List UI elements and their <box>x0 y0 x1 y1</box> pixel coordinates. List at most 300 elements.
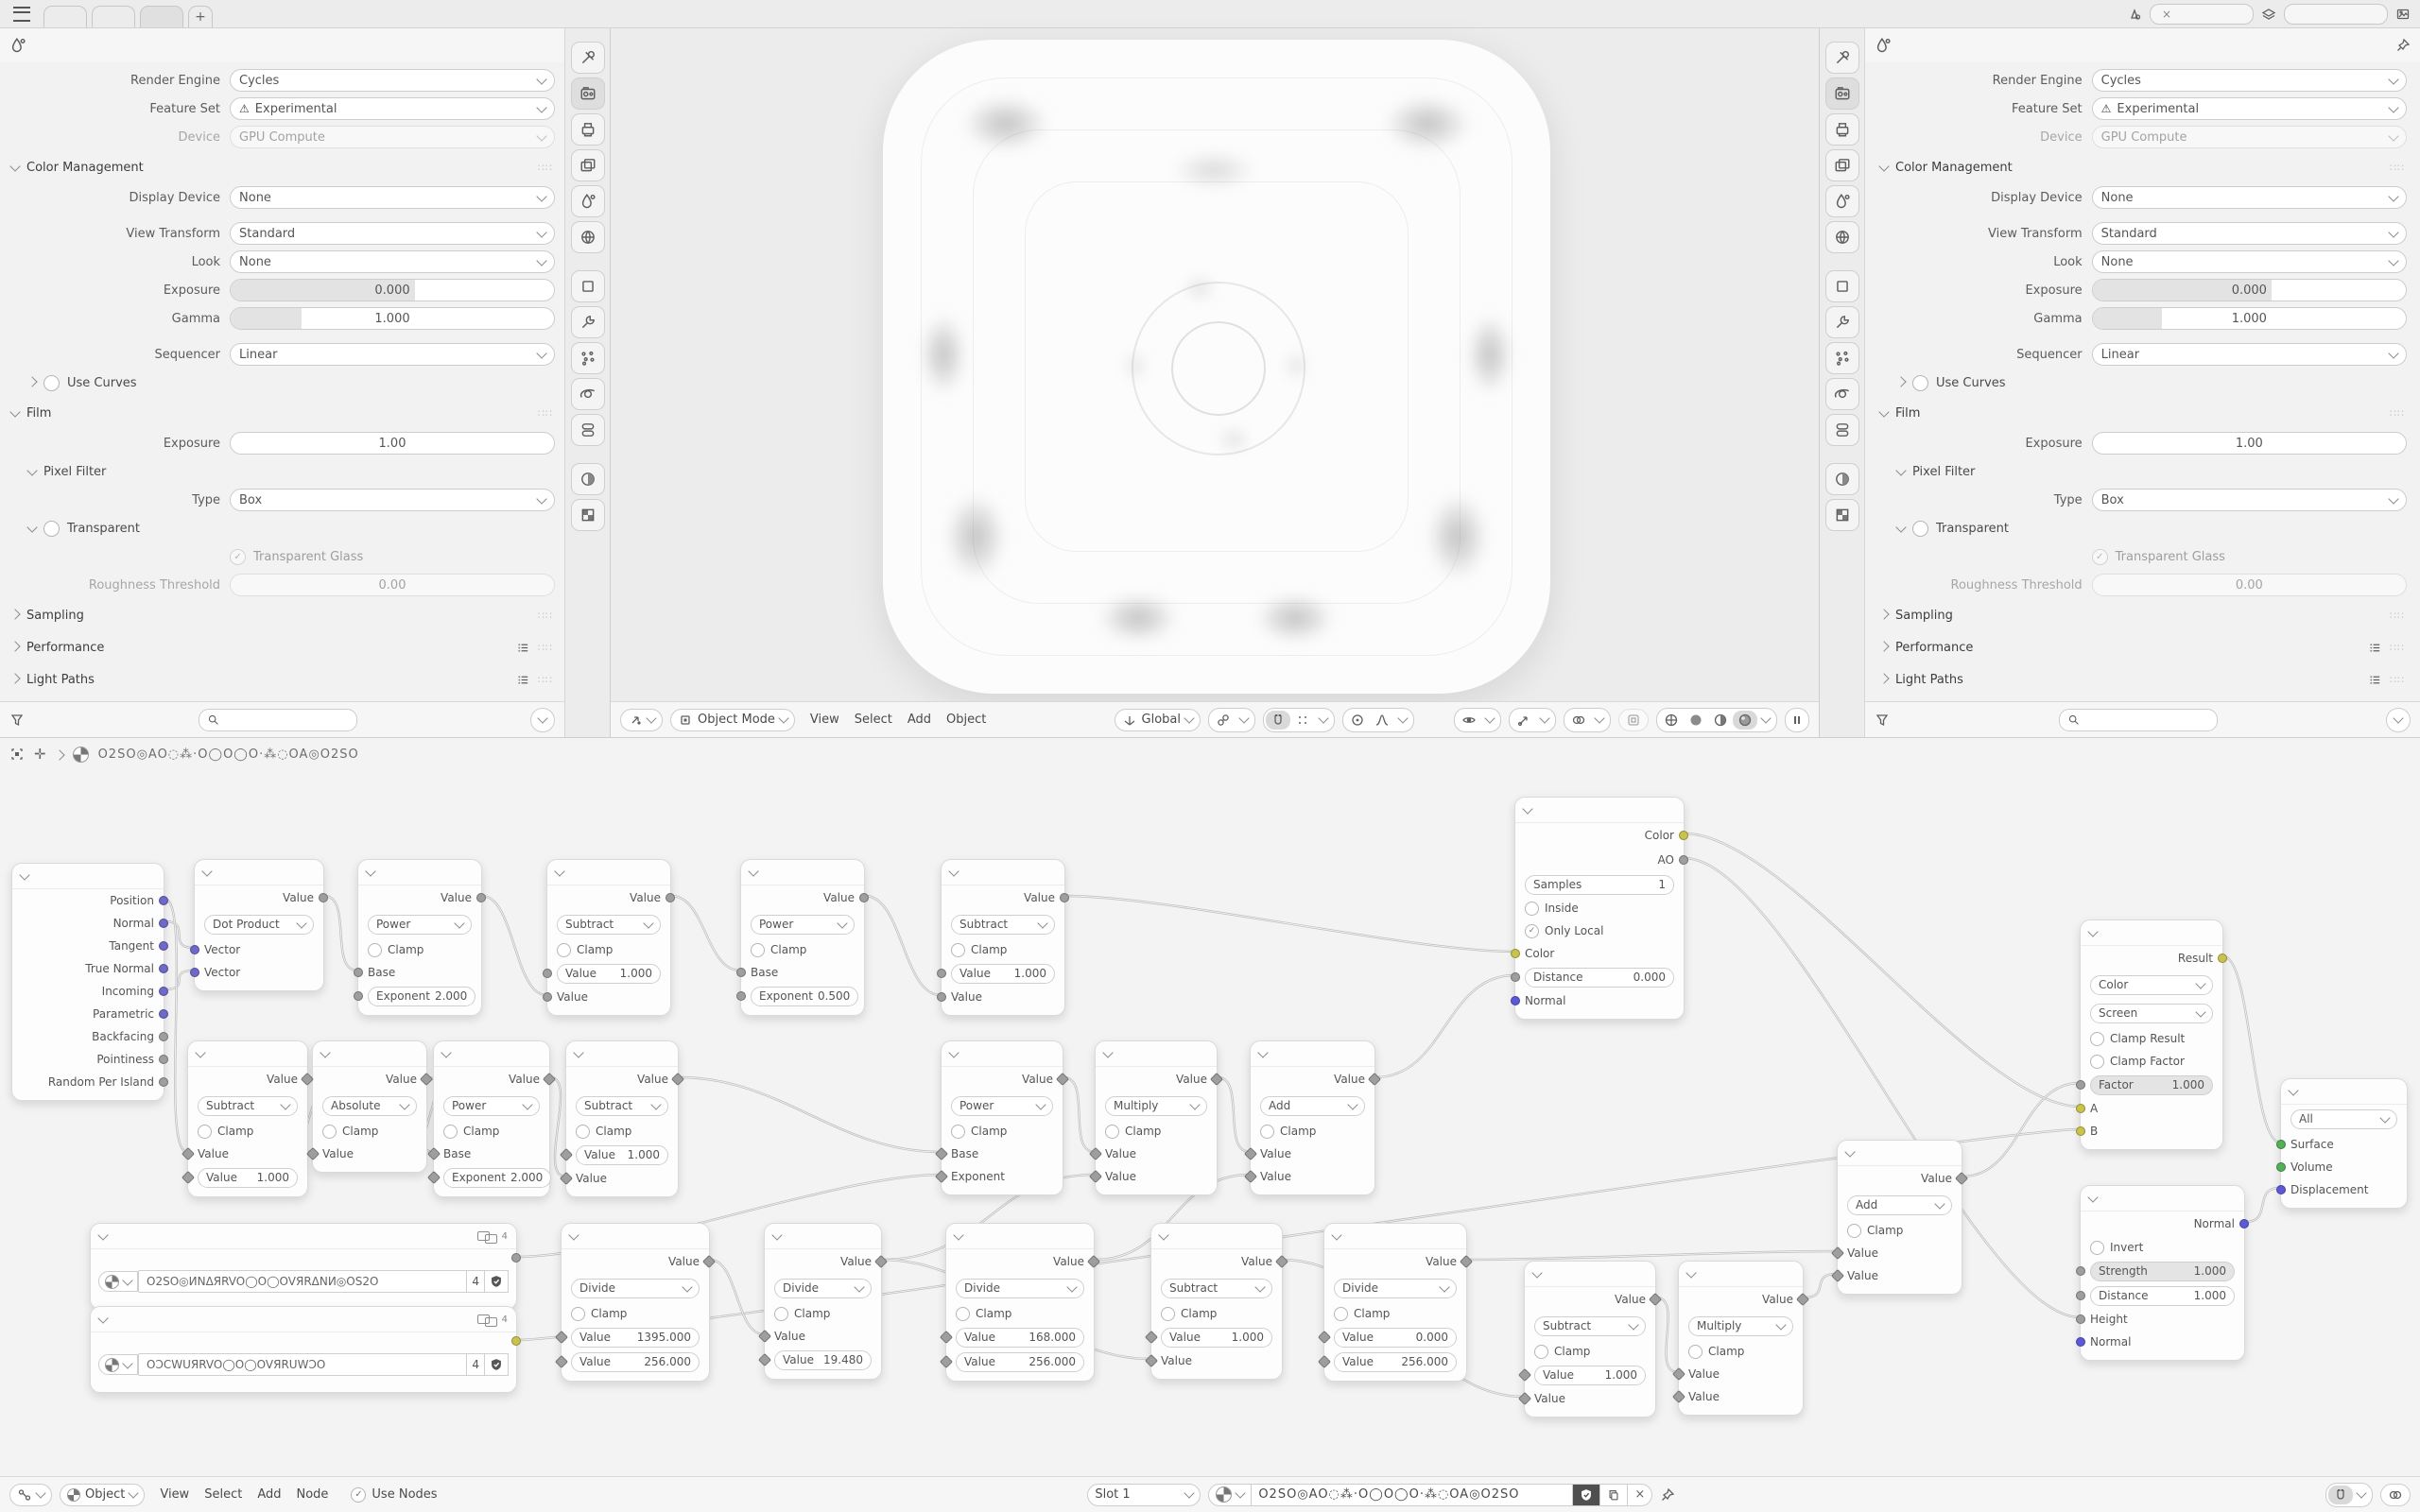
node-dropdown[interactable]: Dot Product <box>204 915 314 935</box>
collapse-icon[interactable] <box>1102 1047 1113 1057</box>
add-workspace-button[interactable]: + <box>188 6 213 27</box>
node-dropdown[interactable]: Multiply <box>1105 1096 1207 1116</box>
dropdown[interactable]: None <box>230 186 555 209</box>
node-number-field[interactable]: Value 1.000 <box>1534 1366 1646 1385</box>
node-sub3[interactable]: Value Subtract Clamp Value 1.000 Value <box>1150 1223 1283 1380</box>
section-light-paths[interactable]: Light Paths ∷∷ <box>4 663 561 696</box>
socket[interactable] <box>1318 1331 1331 1344</box>
socket[interactable] <box>1318 1355 1331 1368</box>
properties-tab-camera[interactable] <box>1825 77 1859 110</box>
collapse-icon[interactable] <box>953 1229 963 1240</box>
socket[interactable] <box>940 1355 953 1368</box>
subsection-transparent[interactable]: Transparent <box>4 514 561 542</box>
socket[interactable] <box>2076 1337 2085 1347</box>
section-film[interactable]: Film ∷∷ <box>1873 397 2412 429</box>
node-s2[interactable]: Value Subtract Clamp Value 1.000 Value <box>941 859 1065 1016</box>
collapse-icon[interactable] <box>2087 926 2098 936</box>
socket[interactable] <box>182 1147 195 1160</box>
gizmo-dropdown[interactable] <box>1509 708 1556 732</box>
node-checkbox[interactable] <box>557 943 571 957</box>
properties-tab-tool[interactable] <box>1825 42 1859 74</box>
node-number-field[interactable]: Value 1.000 <box>576 1145 668 1165</box>
node-checkbox[interactable] <box>368 943 382 957</box>
node-d1[interactable]: Value Divide Clamp Value 1395.000 Value 256.000 <box>561 1223 710 1382</box>
snapping-group[interactable] <box>1263 708 1335 732</box>
proportional-editing-group[interactable] <box>1342 708 1414 732</box>
socket[interactable] <box>1145 1354 1158 1367</box>
properties-tab-camera[interactable] <box>571 77 605 110</box>
search-input[interactable] <box>2059 709 2218 731</box>
node-checkbox[interactable] <box>951 1125 965 1139</box>
node-dropdown[interactable]: Power <box>368 915 472 935</box>
node-checkbox[interactable] <box>1534 1345 1548 1359</box>
chevron-down-icon[interactable] <box>530 708 555 732</box>
collapse-icon[interactable] <box>1531 1267 1542 1278</box>
socket[interactable] <box>758 1353 771 1366</box>
node-dropdown[interactable]: Subtract <box>1534 1316 1646 1336</box>
dropdown[interactable]: None <box>2092 186 2407 209</box>
node-dropdown[interactable]: Power <box>443 1096 540 1116</box>
node-dropdown[interactable]: Divide <box>956 1279 1084 1298</box>
node-number-field[interactable]: Strength 1.000 <box>2090 1262 2235 1281</box>
node-graph[interactable] <box>0 738 2420 1512</box>
socket[interactable] <box>1511 996 1520 1005</box>
node-g[interactable]: Position Normal Tangent True Normal Incoming Parametric Backfacing Pointiness Random Per Island <box>11 863 164 1101</box>
node-dropdown[interactable]: Subtract <box>1161 1279 1272 1298</box>
socket[interactable] <box>666 893 675 902</box>
section-sampling[interactable]: Sampling ∷∷ <box>4 599 561 631</box>
section-performance[interactable]: Performance ∷∷ <box>4 631 561 663</box>
collapse-icon[interactable] <box>441 1047 451 1057</box>
collapse-icon[interactable] <box>1257 1047 1268 1057</box>
socket[interactable] <box>1672 1390 1685 1403</box>
node-r4a[interactable]: Value Add Clamp Value Value <box>1837 1140 1962 1295</box>
collapse-icon[interactable] <box>2288 1085 2298 1095</box>
node-ao[interactable]: Color AO Samples 1 Inside ✓ Only Local Color Distance 0.000 Normal <box>1514 797 1685 1020</box>
node-d4[interactable]: Value Divide Clamp Value 0.000 Value 256.000 <box>1323 1223 1467 1382</box>
collapse-icon[interactable] <box>573 1047 583 1057</box>
node-dropdown[interactable]: Absolute <box>322 1096 417 1116</box>
socket[interactable] <box>1244 1147 1257 1160</box>
socket[interactable] <box>159 1077 168 1087</box>
dropdown[interactable]: GPU Compute <box>230 126 555 148</box>
node-ml[interactable]: Value Multiply Clamp Value Value <box>1095 1040 1218 1195</box>
socket[interactable] <box>2076 1104 2085 1113</box>
node-checkbox[interactable] <box>576 1125 590 1139</box>
node-r4s[interactable]: Value Subtract Clamp Value 1.000 Value <box>1524 1261 1656 1418</box>
socket[interactable] <box>511 1336 521 1346</box>
fake-user-button[interactable] <box>1573 1484 1600 1506</box>
collapse-icon[interactable] <box>19 869 29 880</box>
collapse-icon[interactable] <box>320 1047 330 1057</box>
node-checkbox[interactable] <box>322 1125 337 1139</box>
node-r4m[interactable]: Value Multiply Clamp Value Value <box>1678 1261 1804 1416</box>
shader-node-editor[interactable] <box>0 737 2420 1512</box>
section-color-management[interactable]: Color Management ∷∷ <box>1873 151 2412 183</box>
node-abs[interactable]: Value Absolute Clamp Value <box>312 1040 427 1173</box>
node-bump[interactable]: Normal Invert Strength 1.000 Distance 1.000 Height Normal <box>2080 1185 2245 1361</box>
node-checkbox[interactable]: ✓ <box>1525 924 1539 938</box>
node-dropdown[interactable]: Power <box>751 915 855 935</box>
node-outp[interactable]: All Surface Volume Displacement <box>2280 1078 2408 1209</box>
slider[interactable]: 0.000 <box>2092 279 2407 301</box>
subsection-pixel-filter[interactable]: Pixel Filter <box>4 457 561 486</box>
orientation-dropdown[interactable]: Global <box>1115 709 1201 731</box>
properties-tab-printer[interactable] <box>571 113 605 146</box>
move-icon[interactable]: ✛ <box>34 746 46 763</box>
node-checkbox[interactable] <box>1688 1345 1703 1359</box>
properties-tab-square[interactable] <box>571 270 605 302</box>
node-number-field[interactable]: Value 256.000 <box>571 1352 700 1372</box>
socket[interactable] <box>1275 1255 1288 1268</box>
node-number-field[interactable]: Value 168.000 <box>956 1328 1084 1348</box>
node-number-field[interactable]: Value 1.000 <box>557 964 661 984</box>
node-number-field[interactable]: Value 0.000 <box>1334 1328 1457 1348</box>
node-number-field[interactable]: Exponent 2.000 <box>368 987 475 1006</box>
socket[interactable] <box>2218 954 2227 963</box>
socket[interactable] <box>2076 1314 2085 1324</box>
shading-mode-group[interactable] <box>1656 708 1777 732</box>
viewport-3d[interactable] <box>610 28 1820 737</box>
shading-solid-icon[interactable] <box>1684 711 1708 730</box>
node-checkbox[interactable] <box>951 943 965 957</box>
node-dropdown[interactable]: Divide <box>571 1279 700 1298</box>
properties-tab-particles[interactable] <box>1825 342 1859 374</box>
properties-tab-ball[interactable] <box>1825 463 1859 495</box>
socket[interactable] <box>1511 972 1520 982</box>
collapse-icon[interactable] <box>748 866 758 876</box>
collapse-icon[interactable] <box>97 1229 108 1240</box>
node-checkbox[interactable] <box>2090 1032 2104 1046</box>
unlink-material-button[interactable]: × <box>1628 1484 1652 1506</box>
collapse-icon[interactable] <box>1685 1267 1696 1278</box>
browse-image-button[interactable] <box>98 1354 138 1375</box>
properties-tab-photos[interactable] <box>571 149 605 181</box>
pause-render-button[interactable] <box>1785 708 1809 732</box>
properties-tab-checker[interactable] <box>571 499 605 531</box>
socket[interactable] <box>2276 1162 2286 1172</box>
filter-icon[interactable] <box>1875 713 1890 728</box>
socket[interactable] <box>937 969 946 978</box>
viewport-menu-add[interactable]: Add <box>907 713 932 727</box>
socket[interactable] <box>560 1148 573 1161</box>
node-dot[interactable]: Value Dot Product Vector Vector <box>194 859 324 991</box>
socket[interactable] <box>671 1073 684 1086</box>
fake-user-button[interactable] <box>485 1270 509 1293</box>
socket[interactable] <box>2076 1266 2085 1276</box>
slider[interactable]: 1.000 <box>230 307 555 330</box>
search-input[interactable] <box>199 709 357 731</box>
check-transparent-glass[interactable]: ✓ Transparent Glass <box>4 542 561 571</box>
overlays-dropdown[interactable] <box>1564 708 1611 732</box>
socket[interactable] <box>159 919 168 928</box>
socket[interactable] <box>560 1172 573 1185</box>
pin-icon[interactable] <box>1660 1487 1675 1503</box>
node-checkbox[interactable] <box>1105 1125 1119 1139</box>
socket[interactable] <box>354 991 363 1001</box>
checkbox[interactable] <box>43 521 60 537</box>
node-dropdown[interactable]: Subtract <box>557 915 661 935</box>
viewlayer-field[interactable] <box>2284 4 2388 25</box>
socket[interactable] <box>543 969 552 978</box>
node-dropdown[interactable]: Add <box>1847 1195 1952 1215</box>
collapse-icon[interactable] <box>1331 1229 1341 1240</box>
dropdown[interactable]: Box <box>230 489 555 511</box>
subsection-transparent[interactable]: Transparent <box>1873 514 2412 542</box>
collapse-icon[interactable] <box>195 1047 205 1057</box>
browse-material-button[interactable] <box>1208 1484 1252 1506</box>
node-menu-select[interactable]: Select <box>204 1487 243 1502</box>
socket[interactable] <box>1087 1255 1100 1268</box>
properties-tab-constraint[interactable] <box>1825 414 1859 446</box>
socket[interactable] <box>306 1147 320 1160</box>
workspace-tab[interactable] <box>43 6 87 27</box>
fake-user-button[interactable] <box>485 1353 509 1376</box>
socket[interactable] <box>2276 1140 2286 1149</box>
node-number-field[interactable]: Exponent 0.500 <box>751 987 858 1006</box>
socket[interactable] <box>420 1073 433 1086</box>
number-field[interactable]: 0.00 <box>2092 574 2407 596</box>
node-sb[interactable]: Value Subtract Clamp Value 1.000 Value <box>565 1040 679 1197</box>
node-checkbox[interactable] <box>1334 1307 1348 1321</box>
node-dropdown[interactable]: Subtract <box>951 915 1055 935</box>
section-sampling[interactable]: Sampling ∷∷ <box>1873 599 2412 631</box>
socket[interactable] <box>159 1032 168 1041</box>
socket[interactable] <box>937 992 946 1002</box>
dropdown[interactable]: ⚠ Experimental <box>2092 97 2407 120</box>
socket[interactable] <box>1210 1073 1223 1086</box>
socket[interactable] <box>1518 1392 1531 1405</box>
dropdown[interactable]: GPU Compute <box>2092 126 2407 148</box>
section-use-curves[interactable]: Use Curves <box>4 369 561 397</box>
socket[interactable] <box>555 1331 568 1344</box>
dropdown[interactable]: None <box>2092 250 2407 273</box>
node-pw2[interactable]: Value Power Clamp Base Exponent <box>941 1040 1063 1195</box>
viewport-menu-view[interactable]: View <box>809 713 839 727</box>
collapse-icon[interactable] <box>201 866 212 876</box>
socket[interactable] <box>1679 831 1688 840</box>
node-checkbox[interactable] <box>1161 1307 1175 1321</box>
node-checkbox[interactable] <box>443 1125 458 1139</box>
socket[interactable] <box>2276 1185 2286 1194</box>
socket[interactable] <box>1649 1293 1662 1306</box>
socket[interactable] <box>1831 1269 1844 1282</box>
node-p1[interactable]: Value Power Clamp Base Exponent 2.000 <box>357 859 482 1016</box>
number-field[interactable]: 1.00 <box>2092 432 2407 455</box>
socket[interactable] <box>1060 893 1069 902</box>
section-film[interactable]: Film ∷∷ <box>4 397 561 429</box>
node-menu-node[interactable]: Node <box>296 1487 329 1502</box>
properties-tab-physics[interactable] <box>1825 378 1859 410</box>
socket[interactable] <box>159 896 168 905</box>
socket[interactable] <box>859 893 869 902</box>
visibility-dropdown[interactable] <box>1454 708 1501 732</box>
subsection-pixel-filter[interactable]: Pixel Filter <box>1873 457 2412 486</box>
properties-tab-world[interactable] <box>1825 221 1859 253</box>
properties-tab-printer[interactable] <box>1825 113 1859 146</box>
socket[interactable] <box>1089 1147 1102 1160</box>
browse-image-button[interactable] <box>98 1271 138 1292</box>
socket[interactable] <box>1518 1368 1531 1382</box>
node-number-field[interactable]: Value 1395.000 <box>571 1328 700 1348</box>
close-icon[interactable]: × <box>2162 7 2172 21</box>
socket[interactable] <box>511 1253 521 1263</box>
node-pw[interactable]: Value Power Clamp Base Exponent 2.000 <box>433 1040 550 1197</box>
collapse-icon[interactable] <box>1844 1146 1855 1157</box>
node-number-field[interactable]: Value 256.000 <box>1334 1352 1457 1372</box>
socket[interactable] <box>1368 1073 1381 1086</box>
properties-tab-square[interactable] <box>1825 270 1859 302</box>
socket[interactable] <box>736 968 746 977</box>
node-dropdown[interactable]: All <box>2290 1109 2397 1129</box>
node-number-field[interactable]: Samples 1 <box>1525 875 1674 895</box>
node-img2[interactable] <box>90 1306 517 1393</box>
image-name-field[interactable]: O2SO◎ИNΔЯRVO◯O◯OVЯRΔNИ◎OS2O <box>138 1270 467 1293</box>
number-field[interactable]: 0.00 <box>230 574 555 596</box>
shading-material-icon[interactable] <box>1708 711 1733 730</box>
socket[interactable] <box>555 1355 568 1368</box>
node-ad[interactable]: Value Add Clamp Value Value <box>1250 1040 1375 1195</box>
node-checkbox[interactable] <box>2090 1055 2104 1069</box>
number-field[interactable]: 1.00 <box>230 432 555 455</box>
socket[interactable] <box>190 968 199 977</box>
slider[interactable]: 0.000 <box>230 279 555 301</box>
section-performance[interactable]: Performance ∷∷ <box>1873 631 2412 663</box>
image-name-field[interactable]: OƆCWUЯRVO◯O◯OVЯRUWƆO <box>138 1353 467 1376</box>
node-menu-add[interactable]: Add <box>257 1487 282 1502</box>
section-light-paths[interactable]: Light Paths ∷∷ <box>1873 663 2412 696</box>
properties-tab-ball[interactable] <box>571 463 605 495</box>
node-number-field[interactable]: Exponent 2.000 <box>443 1168 551 1188</box>
snapping-group[interactable] <box>2325 1483 2373 1507</box>
socket[interactable] <box>159 964 168 973</box>
socket[interactable] <box>543 1073 556 1086</box>
socket[interactable] <box>940 1331 953 1344</box>
checkbox[interactable] <box>43 375 60 391</box>
node-checkbox[interactable] <box>774 1307 788 1321</box>
socket[interactable] <box>935 1170 948 1183</box>
collapse-icon[interactable] <box>554 866 564 876</box>
node-img1[interactable] <box>90 1223 517 1310</box>
node-number-field[interactable]: Value 1.000 <box>951 964 1055 984</box>
pin-icon[interactable] <box>2395 38 2411 53</box>
socket[interactable] <box>2076 1080 2085 1090</box>
material-name-field[interactable]: O2SO◎AO◌⁂·O◯O◯O·⁂◌OA◎O2SO <box>1252 1484 1573 1506</box>
node-dropdown[interactable]: Divide <box>774 1279 872 1298</box>
node-dropdown[interactable]: Screen <box>2090 1004 2213 1023</box>
checkbox[interactable] <box>1912 521 1928 537</box>
node-dropdown[interactable]: Add <box>1260 1096 1365 1116</box>
socket[interactable] <box>159 1009 168 1019</box>
list-icon[interactable] <box>2368 641 2382 655</box>
socket[interactable] <box>427 1171 441 1184</box>
node-dropdown[interactable]: Subtract <box>576 1096 668 1116</box>
socket[interactable] <box>159 941 168 951</box>
node-number-field[interactable]: Value 256.000 <box>956 1352 1084 1372</box>
app-menu-icon[interactable] <box>13 7 30 22</box>
node-checkbox[interactable] <box>2090 1241 2104 1255</box>
socket[interactable] <box>1955 1172 1968 1185</box>
collapse-icon[interactable] <box>365 866 375 876</box>
section-use-curves[interactable]: Use Curves <box>1873 369 2412 397</box>
socket[interactable] <box>190 945 199 954</box>
mode-dropdown[interactable]: Object Mode <box>670 709 795 731</box>
dropdown[interactable]: Cycles <box>2092 69 2407 92</box>
shading-wireframe-icon[interactable] <box>1659 711 1684 730</box>
socket[interactable] <box>736 991 746 1001</box>
section-color-management[interactable]: Color Management ∷∷ <box>4 151 561 183</box>
collapse-icon[interactable] <box>97 1313 108 1323</box>
list-icon[interactable] <box>516 641 530 655</box>
snap-group[interactable] <box>1208 708 1255 732</box>
socket[interactable] <box>1511 949 1520 958</box>
collapse-icon[interactable] <box>948 1047 959 1057</box>
properties-tab-droplet[interactable] <box>571 185 605 217</box>
socket[interactable] <box>476 893 486 902</box>
node-checkbox[interactable] <box>571 1307 585 1321</box>
collapse-icon[interactable] <box>568 1229 579 1240</box>
node-number-field[interactable]: Value 1.000 <box>1161 1328 1272 1348</box>
slider[interactable]: 1.000 <box>2092 307 2407 330</box>
list-icon[interactable] <box>2368 673 2382 687</box>
node-dropdown[interactable]: Color <box>2090 975 2213 995</box>
node-dropdown[interactable]: Power <box>951 1096 1053 1116</box>
properties-tab-physics[interactable] <box>571 378 605 410</box>
dropdown[interactable]: Standard <box>2092 222 2407 245</box>
workspace-tab[interactable] <box>92 6 135 27</box>
socket[interactable] <box>1460 1255 1473 1268</box>
socket[interactable] <box>874 1255 888 1268</box>
socket[interactable] <box>935 1147 948 1160</box>
socket[interactable] <box>1796 1293 1809 1306</box>
socket[interactable] <box>1672 1367 1685 1381</box>
properties-tab-droplet[interactable] <box>1825 185 1859 217</box>
xray-toggle[interactable] <box>1618 709 1649 731</box>
socket[interactable] <box>2076 1126 2085 1136</box>
properties-tab-wrench[interactable] <box>571 306 605 338</box>
scene-field[interactable] <box>2150 4 2254 25</box>
list-icon[interactable] <box>516 673 530 687</box>
node-t1[interactable]: Value Subtract Clamp Value Value 1.000 <box>187 1040 308 1197</box>
dropdown[interactable]: Cycles <box>230 69 555 92</box>
socket[interactable] <box>427 1147 441 1160</box>
checkbox[interactable] <box>1912 375 1928 391</box>
node-number-field[interactable]: Value 19.480 <box>774 1350 872 1370</box>
collapse-icon[interactable] <box>2087 1192 2098 1202</box>
node-number-field[interactable]: Factor 1.000 <box>2090 1075 2213 1095</box>
socket[interactable] <box>1679 855 1688 865</box>
node-s1[interactable]: Value Subtract Clamp Value 1.000 Value <box>546 859 671 1016</box>
node-number-field[interactable]: Value 1.000 <box>198 1168 298 1188</box>
properties-tab-tool[interactable] <box>571 42 605 74</box>
socket[interactable] <box>2076 1291 2085 1300</box>
dropdown[interactable]: None <box>230 250 555 273</box>
collapse-icon[interactable] <box>1158 1229 1168 1240</box>
dropdown[interactable]: Linear <box>230 343 555 366</box>
node-dropdown[interactable]: Multiply <box>1688 1316 1793 1336</box>
socket[interactable] <box>182 1171 195 1184</box>
viewport-menu-object[interactable]: Object <box>946 713 987 727</box>
node-d3[interactable]: Value Divide Clamp Value 168.000 Value 256.000 <box>945 1223 1095 1382</box>
filter-icon[interactable] <box>9 713 25 728</box>
socket[interactable] <box>1089 1170 1102 1183</box>
node-dropdown[interactable]: Divide <box>1334 1279 1457 1298</box>
socket[interactable] <box>319 893 328 902</box>
socket[interactable] <box>702 1255 716 1268</box>
socket[interactable] <box>159 987 168 996</box>
editor-type-button[interactable] <box>9 1484 52 1506</box>
socket[interactable] <box>354 968 363 977</box>
